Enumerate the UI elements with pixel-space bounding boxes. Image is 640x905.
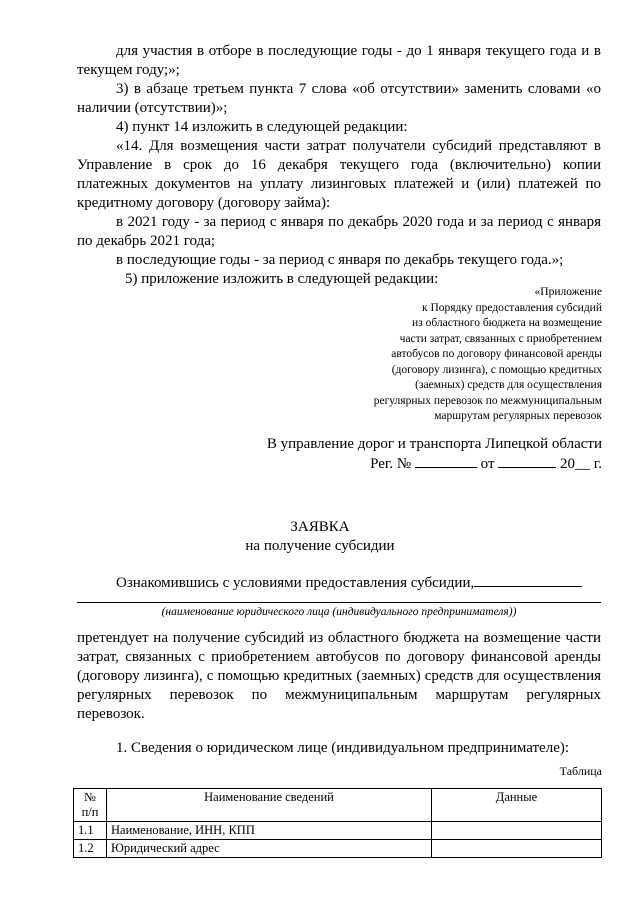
reg-date-field[interactable] <box>498 454 556 468</box>
claim-text: претендует на получение субсидий из областного бюджета на возмещение части затрат, связанных с приобретением автобусов по договору финансовой аренды (договору лизинга), с помощью кредитных (заемных) средств для осуществления регулярных перевозок по межмуниципальным маршрутам регулярных перевозок. <box>77 630 601 722</box>
table-row <box>74 822 602 840</box>
applicant-name-line[interactable] <box>77 602 601 603</box>
table-header-row <box>74 789 602 822</box>
table-row <box>74 840 602 858</box>
row-value[interactable] <box>432 822 602 840</box>
applicant-name-hint: (наименование юридического лица (индивидуального предпринимателя)) <box>161 606 517 618</box>
appendix-line: из областного бюджета на возмещение <box>412 317 602 329</box>
reg-number-field[interactable] <box>415 454 477 468</box>
appendix-line: регулярных перевозок по межмуниципальным <box>373 394 602 407</box>
appendix-line: части затрат, связанных с приобретением <box>399 332 602 345</box>
appendix-header <box>322 285 602 425</box>
reg-year: 20__ г. <box>560 456 602 472</box>
column-header-data: Данные <box>432 789 602 822</box>
section-heading: 1. Сведения о юридическом лице (индивидуальном предпринимателе): <box>116 740 570 756</box>
table-label: Таблица <box>559 764 602 778</box>
document-subtitle: на получение субсидии <box>245 538 395 554</box>
intro-line <box>116 573 582 592</box>
amendment-text <box>77 42 601 289</box>
reg-number-label: Рег. № <box>370 456 412 472</box>
addressee-line: В управление дорог и транспорта Липецкой области <box>266 436 602 452</box>
appendix-line: автобусов по договору финансовой аренды <box>391 348 602 360</box>
paragraph: «14. Для возмещения части затрат получатели субсидий представляют в Управление в срок до 16 декабря текущего года (включительно) копии платежных документов на уплату лизинговых платежей и (или) платежей по кредитному договору (договору займа): <box>77 138 601 211</box>
appendix-line: (заемных) средств для осуществления <box>415 379 602 391</box>
column-header-number: № п/п <box>74 789 107 822</box>
document-title: ЗАЯВКА <box>290 519 350 535</box>
paragraph: в последующие годы - за период с января по декабрь текущего года.»; <box>116 252 564 268</box>
column-header-name: Наименование сведений <box>107 789 432 822</box>
row-label: Юридический адрес <box>107 840 432 858</box>
applicant-info-table <box>73 788 602 858</box>
row-label: Наименование, ИНН, КПП <box>107 822 432 840</box>
paragraph: в 2021 году - за период с января по декабрь 2020 года и за период с января по декабрь 2021 года; <box>77 214 601 249</box>
appendix-line: к Порядку предоставления субсидий <box>422 301 602 314</box>
registration-line <box>267 454 602 474</box>
paragraph: 3) в абзаце третьем пункта 7 слова «об отсутствии» заменить словами «о наличии (отсутствии)»; <box>77 81 601 116</box>
paragraph: для участия в отборе в последующие годы - до 1 января текущего года и в текущем году;»; <box>77 43 601 78</box>
addressee-block <box>267 435 602 474</box>
appendix-line: (договору лизинга), с помощью кредитных <box>391 363 602 376</box>
row-number: 1.1 <box>74 822 107 840</box>
row-value[interactable] <box>432 840 602 858</box>
appendix-line: «Приложение <box>534 286 602 298</box>
claim-block <box>77 629 601 724</box>
row-number: 1.2 <box>74 840 107 858</box>
applicant-name-field[interactable] <box>474 573 582 587</box>
paragraph: 5) приложение изложить в следующей редакции: <box>125 271 439 287</box>
intro-text: Ознакомившись с условиями предоставления субсидии, <box>116 575 475 591</box>
paragraph: 4) пункт 14 изложить в следующей редакции: <box>116 119 408 135</box>
appendix-line: маршрутам регулярных перевозок <box>434 410 602 422</box>
reg-date-label: от <box>480 456 495 472</box>
